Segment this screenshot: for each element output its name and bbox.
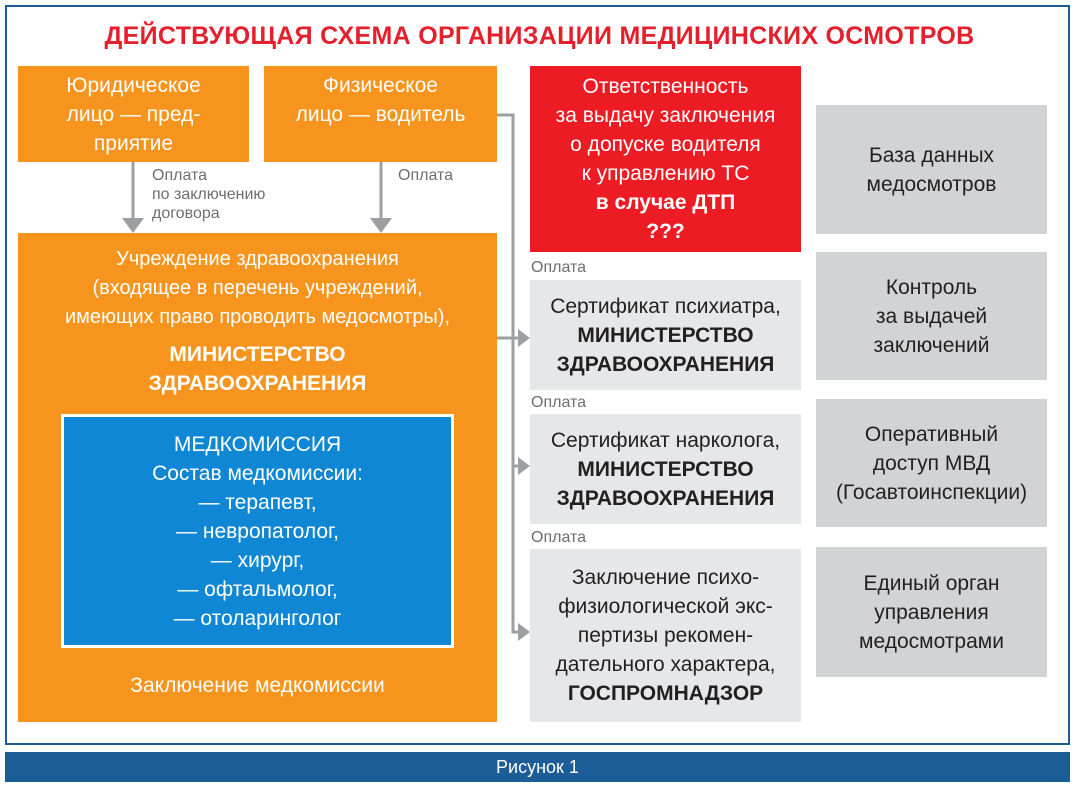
psycho-line: дательного характера, — [555, 653, 776, 676]
unified-authority-box — [816, 547, 1047, 677]
responsibility-line: Ответственность — [582, 75, 749, 98]
arrowhead-legal — [122, 218, 144, 233]
responsibility-line: о допуске водителя — [570, 133, 761, 156]
figure-caption: Рисунок 1 — [5, 752, 1070, 782]
arrowhead-narcologist — [518, 457, 530, 475]
right-box-line: за выдачей — [875, 304, 988, 328]
institution-ministry: ЗДРАВООХРАНЕНИЯ — [148, 372, 367, 395]
commission-conclusion: Заключение медкомиссии — [130, 674, 385, 697]
psycho-line: физиологической экс- — [558, 595, 773, 618]
individual-line: лицо — водитель — [295, 102, 466, 126]
arrowhead-psychiatrist — [518, 329, 530, 347]
legal-entity-line: приятие — [93, 131, 174, 155]
responsibility-line: за выдачу заключения — [555, 104, 776, 127]
payment-label-psycho: Оплата — [531, 529, 587, 546]
individual-line: Физическое — [323, 73, 438, 97]
individual-box — [264, 66, 497, 162]
right-box-line: заключений — [873, 333, 990, 357]
payment-label-psychiatrist: Оплата — [531, 259, 587, 276]
payment-contract-line: договора — [152, 205, 220, 222]
arrowhead-psycho — [518, 623, 530, 641]
legal-entity-line: Юридическое — [66, 73, 201, 97]
payment-contract-label — [152, 166, 265, 223]
legal-entity-line: лицо — пред- — [66, 102, 201, 126]
payment-contract-line: Оплата — [152, 167, 208, 184]
connector-trunk — [497, 115, 522, 632]
commission-member: — офтальмолог, — [177, 577, 338, 601]
right-box-line: Единый орган — [863, 571, 1000, 595]
medical-exam-database-box — [816, 105, 1047, 234]
psychiatrist-ministry: ЗДРАВООХРАНЕНИЯ — [556, 352, 775, 376]
psycho-line: Заключение психо- — [571, 566, 760, 589]
payment-contract-line: по заключению — [152, 186, 266, 203]
psycho-agency: ГОСПРОМНАДЗОР — [567, 682, 764, 705]
right-box-line: Оперативный — [864, 422, 999, 446]
responsibility-box — [530, 66, 801, 252]
commission-member: — отоларинголог — [173, 606, 342, 630]
psychiatrist-ministry: МИНИСТЕРСТВО — [577, 323, 754, 347]
institution-line: Учреждение здравоохранения — [116, 248, 399, 270]
issuance-control-box — [816, 252, 1047, 380]
right-box-line: медосмотров — [866, 172, 997, 196]
psychiatrist-certificate-box — [530, 280, 801, 390]
right-box-line: Контроль — [885, 275, 978, 299]
narcologist-ministry: ЗДРАВООХРАНЕНИЯ — [556, 486, 775, 510]
narcologist-text: Сертификат нарколога, — [550, 428, 781, 452]
institution-line: имеющих право проводить медосмотры), — [64, 306, 451, 328]
payment-label-narcologist: Оплата — [531, 394, 587, 411]
payment-label-individual: Оплата — [398, 167, 454, 184]
diagram-title: ДЕЙСТВУЮЩАЯ СХЕМА ОРГАНИЗАЦИИ МЕДИЦИНСКИХ ОСМОТРОВ — [104, 22, 975, 50]
commission-member: — невропатолог, — [176, 519, 339, 543]
arrowhead-individual — [370, 218, 392, 233]
police-access-box — [816, 399, 1047, 527]
responsibility-line: к управлению ТС — [581, 162, 750, 185]
psychiatrist-text: Сертификат психиатра, — [550, 294, 781, 318]
right-box-line: медосмотрами — [859, 629, 1004, 653]
right-box-line: База данных — [868, 143, 995, 167]
legal-entity-box — [18, 66, 249, 162]
narcologist-certificate-box — [530, 414, 801, 524]
psychophysiology-box — [530, 549, 801, 722]
responsibility-bold: ??? — [646, 220, 685, 243]
responsibility-bold: в случае ДТП — [595, 191, 736, 214]
right-box-line: (Госавтоинспекции) — [835, 480, 1028, 504]
institution-ministry: МИНИСТЕРСТВО — [169, 343, 346, 366]
institution-line: (входящее в перечень учреждений, — [92, 277, 423, 299]
right-box-line: доступ МВД — [872, 451, 991, 475]
commission-box — [61, 414, 454, 648]
psycho-line: пертизы рекомен- — [577, 624, 754, 647]
right-box-line: управления — [874, 600, 989, 624]
commission-member: — терапевт, — [198, 490, 317, 514]
narcologist-ministry: МИНИСТЕРСТВО — [577, 457, 754, 481]
commission-title: МЕДКОМИССИЯ — [173, 432, 342, 456]
commission-composition: Состав медкомиссии: — [152, 461, 363, 485]
commission-member: — хирург, — [210, 548, 305, 572]
